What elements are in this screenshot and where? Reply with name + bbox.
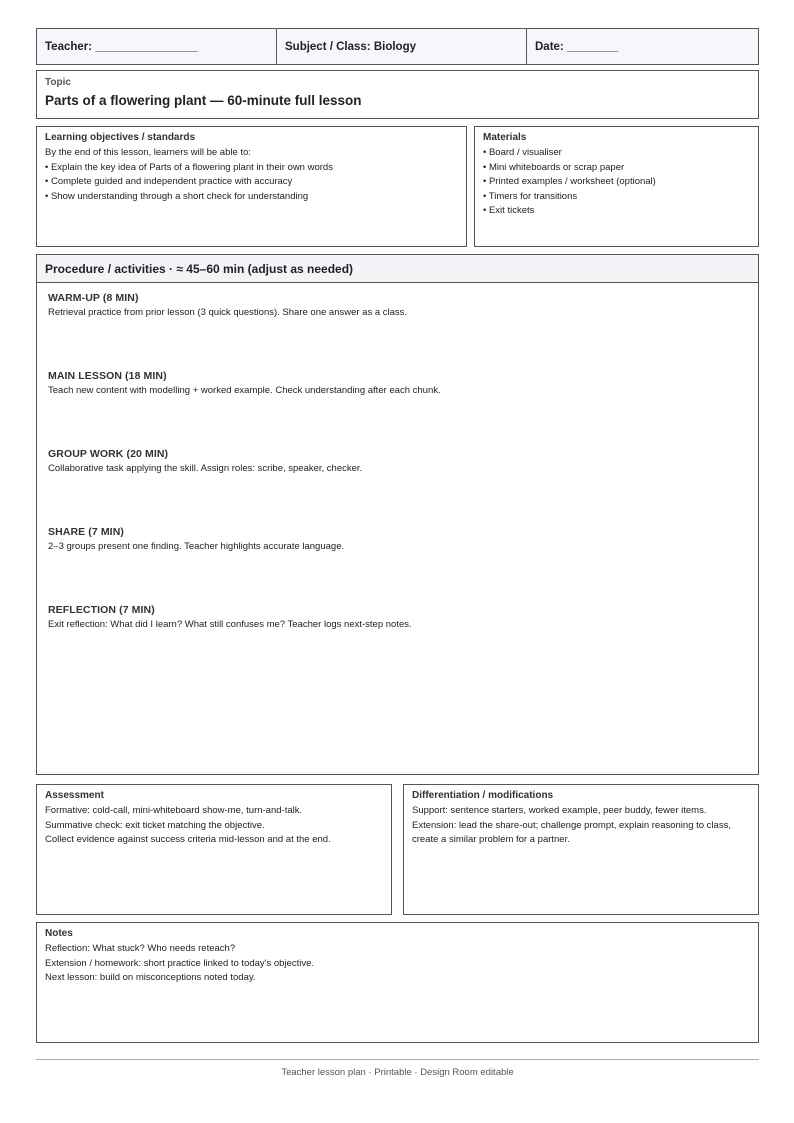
notes-section [36,922,759,1043]
materials-section [474,126,759,247]
activity-reflection [48,604,412,630]
activity-main-lesson [48,370,441,396]
objectives-line[interactable]: By the end of this lesson, learners will be able to: [45,147,251,158]
differentiation-line[interactable]: Extension: lead the share-out; challenge prompt, explain reasoning to class, [412,819,731,831]
header-row [36,28,759,65]
materials-item[interactable]: • Board / visualiser [483,147,562,158]
activity-title: GROUP WORK (20 MIN) [48,448,169,460]
assessment-title: Assessment [45,790,104,801]
materials-item[interactable]: • Printed examples / worksheet (optional) [483,176,656,187]
topic-title[interactable]: Parts of a flowering plant — 60-minute full lesson [45,93,362,108]
activity-description[interactable]: Exit reflection: What did I learn? What still confuses me? Teacher logs next-step notes. [48,619,412,630]
notes-title: Notes [45,928,73,939]
differentiation-line[interactable]: Support: sentence starters, worked example, peer buddy, fewer items. [412,805,707,816]
activity-warm-up [48,292,407,318]
notes-line[interactable]: Extension / homework: short practice linked to today's objective. [45,957,315,969]
procedure-title: Procedure / activities · ≈ 45–60 min (adjust as needed) [37,255,758,283]
activity-title: SHARE (7 MIN) [48,526,124,538]
activity-title: WARM-UP (8 MIN) [48,292,139,304]
activity-description[interactable]: Retrieval practice from prior lesson (3 quick questions). Share one answer as a class. [48,307,408,318]
materials-item[interactable]: • Timers for transitions [483,190,578,202]
assessment-line[interactable]: Collect evidence against success criteria mid-lesson and at the end. [45,834,331,845]
activity-description[interactable]: Collaborative task applying the skill. Assign roles: scribe, speaker, checker. [48,463,363,474]
objectives-line[interactable]: • Complete guided and independent practice with accuracy [45,176,293,187]
activity-share [48,526,344,552]
notes-line[interactable]: Reflection: What stuck? Who needs reteach? [45,943,236,954]
footer-text: Teacher lesson plan · Printable · Design Room editable [281,1067,514,1078]
differentiation-section [403,784,759,915]
differentiation-title: Differentiation / modifications [412,790,554,801]
differentiation-line[interactable]: create a similar problem for a partner. [412,834,570,845]
notes-line[interactable]: Next lesson: build on misconceptions noted today. [45,972,256,983]
objectives-line[interactable]: • Explain the key idea of Parts of a flowering plant in their own words [45,161,333,173]
subject-class-field[interactable]: Subject / Class: Biology [277,29,527,64]
activity-title: REFLECTION (7 MIN) [48,604,155,616]
topic-section [36,70,759,119]
materials-item[interactable]: • Exit tickets [483,205,535,216]
topic-label: Topic [45,77,71,88]
materials-item[interactable]: • Mini whiteboards or scrap paper [483,161,625,173]
objectives-title: Learning objectives / standards [45,132,196,143]
objectives-section [36,126,467,247]
teacher-field[interactable]: Teacher: ________________ [37,29,277,64]
assessment-line[interactable]: Summative check: exit ticket matching the objective. [45,819,265,831]
objectives-line[interactable]: • Show understanding through a short check for understanding [45,190,309,202]
date-field[interactable]: Date: ________ [535,40,619,53]
activity-description[interactable]: Teach new content with modelling + worked example. Check understanding after each chunk. [48,385,441,396]
footer-divider [36,1059,759,1060]
assessment-line[interactable]: Formative: cold-call, mini-whiteboard show-me, turn-and-talk. [45,805,303,816]
activity-title: MAIN LESSON (18 MIN) [48,370,167,382]
activity-description[interactable]: 2–3 groups present one finding. Teacher highlights accurate language. [48,541,345,552]
procedure-section [36,254,759,775]
materials-title: Materials [483,132,527,143]
activity-group-work [48,448,362,474]
assessment-section [36,784,392,915]
